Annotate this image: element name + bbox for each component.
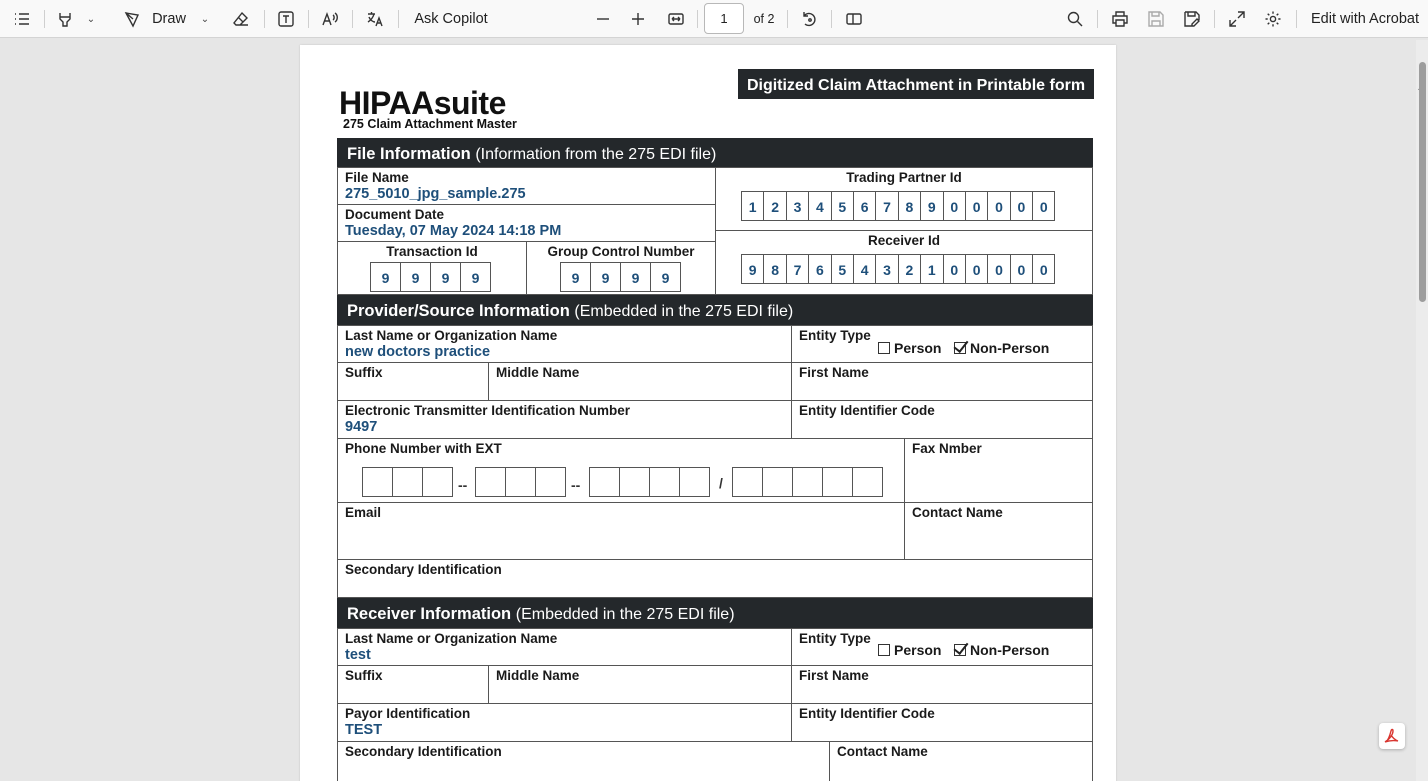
receiver-information-header	[337, 598, 1093, 628]
provider-email-field	[337, 502, 905, 560]
field-label: Entity Type	[799, 328, 871, 343]
receiver-entity-identifier-field	[791, 703, 1093, 742]
document-title: Digitized Claim Attachment in Printable form	[738, 69, 1094, 99]
highlight-icon[interactable]	[54, 0, 76, 38]
receiver-suffix-field	[337, 665, 489, 704]
provider-etin-field	[337, 400, 792, 439]
digit-box: 3	[875, 254, 898, 284]
receiver-person-checkbox[interactable]	[878, 642, 941, 658]
field-label: Middle Name	[496, 668, 580, 683]
receiver-id-field	[715, 230, 1093, 295]
field-label: Contact Name	[837, 744, 928, 759]
fit-to-width-icon[interactable]	[665, 0, 687, 38]
field-label: Suffix	[345, 365, 383, 380]
transaction-id-field	[337, 241, 527, 295]
draw-button[interactable]: Draw	[152, 11, 186, 27]
digit-box: 6	[808, 254, 831, 284]
provider-last-name-field	[337, 325, 792, 363]
save-icon[interactable]	[1145, 0, 1167, 38]
save-as-icon[interactable]	[1181, 0, 1203, 38]
receiver-last-name-field	[337, 628, 792, 666]
translate-icon[interactable]	[364, 0, 386, 38]
provider-entity-type-field	[791, 325, 1093, 363]
provider-fax-field	[904, 438, 1093, 503]
zoom-out-icon[interactable]	[593, 0, 613, 38]
section-subtitle: (Embedded in the 275 EDI file)	[574, 303, 794, 320]
provider-non-person-checkbox[interactable]	[954, 340, 1049, 356]
edit-with-acrobat-button[interactable]: Edit with Acrobat	[1311, 11, 1419, 27]
receiver-payor-id-field	[337, 703, 792, 742]
digit-box: 5	[831, 254, 854, 284]
digit-box: 9	[560, 262, 591, 292]
receiver-id-digits	[741, 254, 1055, 284]
checkbox-box-checked[interactable]	[954, 644, 966, 656]
print-icon[interactable]	[1109, 0, 1131, 38]
draw-dropdown-chevron-icon[interactable]: ⌄	[200, 13, 210, 25]
receiver-first-name-field	[791, 665, 1093, 704]
phone-digit-box	[679, 467, 710, 497]
read-aloud-icon[interactable]	[319, 0, 341, 38]
provider-entity-identifier-field	[791, 400, 1093, 439]
section-title: Provider/Source Information	[347, 302, 570, 320]
provider-first-name-field	[791, 362, 1093, 401]
provider-suffix-field	[337, 362, 489, 401]
page-view-icon[interactable]	[843, 0, 865, 38]
field-label: Entity Identifier Code	[799, 403, 935, 418]
digit-box: 0	[943, 191, 966, 221]
receiver-middle-name-field	[488, 665, 792, 704]
checkbox-label: Person	[894, 340, 942, 356]
page-total: of 2	[753, 12, 775, 26]
zoom-in-icon[interactable]	[628, 0, 648, 38]
field-label: Secondary Identification	[345, 562, 502, 577]
field-label: Entity Identifier Code	[799, 706, 935, 721]
hipaasuite-logo: HIPAAsuite	[339, 85, 506, 121]
checkbox-box-checked[interactable]	[954, 342, 966, 354]
acrobat-icon	[1383, 727, 1401, 745]
file-information-header	[337, 138, 1093, 168]
digit-box: 9	[400, 262, 431, 292]
section-title: Receiver Information	[347, 605, 512, 623]
pdf-page	[300, 45, 1116, 781]
digit-box: 7	[786, 254, 809, 284]
contents-list-icon[interactable]	[10, 0, 34, 38]
search-icon[interactable]	[1064, 0, 1086, 38]
provider-person-checkbox[interactable]	[878, 340, 941, 356]
section-title: File Information	[347, 145, 471, 163]
pdf-toolbar	[0, 0, 1428, 38]
receiver-contact-name-field	[829, 741, 1093, 781]
scrollbar-thumb[interactable]	[1419, 62, 1426, 302]
digit-box: 0	[965, 191, 988, 221]
digit-box: 8	[898, 191, 921, 221]
field-label: First Name	[799, 365, 869, 380]
group-control-number-field	[526, 241, 716, 295]
phone-digit-box	[392, 467, 423, 497]
acrobat-float-button[interactable]	[1379, 723, 1405, 749]
field-label: Document Date	[345, 207, 445, 222]
phone-digit-box	[792, 467, 823, 497]
receiver-non-person-checkbox[interactable]	[954, 642, 1049, 658]
field-value: TEST	[345, 722, 383, 738]
field-label: Group Control Number	[547, 244, 695, 259]
digit-box: 9	[590, 262, 621, 292]
page-number-input[interactable]: 1	[704, 3, 744, 34]
field-label: Entity Type	[799, 631, 871, 646]
field-label: Contact Name	[912, 505, 1003, 520]
field-label: Middle Name	[496, 365, 580, 380]
digit-box: 1	[741, 191, 764, 221]
digit-box: 9	[650, 262, 681, 292]
phone-digit-box	[535, 467, 566, 497]
phone-digit-box	[422, 467, 453, 497]
group-control-digits	[560, 262, 681, 292]
provider-middle-name-field	[488, 362, 792, 401]
checkbox-label: Person	[894, 642, 942, 658]
transaction-id-digits	[370, 262, 491, 292]
provider-phone-field	[337, 438, 905, 503]
checkbox-label: Non-Person	[970, 340, 1050, 356]
digit-box: 3	[786, 191, 809, 221]
phone-digit-box	[762, 467, 793, 497]
provider-secondary-id-field	[337, 559, 1093, 598]
field-label: Payor Identification	[345, 706, 471, 721]
eraser-icon[interactable]	[230, 0, 252, 38]
digit-box: 1	[920, 254, 943, 284]
phone-digit-box	[475, 467, 506, 497]
settings-gear-icon[interactable]	[1262, 0, 1284, 38]
digit-box: 9	[370, 262, 401, 292]
field-label: Email	[345, 505, 382, 520]
field-value: new doctors practice	[345, 344, 491, 360]
file-name-field	[337, 167, 716, 205]
digit-box: 0	[1010, 254, 1033, 284]
document-date-field	[337, 204, 716, 242]
phone-digit-box	[362, 467, 393, 497]
highlight-dropdown-chevron-icon[interactable]: ⌄	[86, 13, 96, 25]
receiver-secondary-id-field	[337, 741, 830, 781]
phone-ext-boxes	[732, 467, 883, 497]
phone-digit-box	[732, 467, 763, 497]
field-label: Transaction Id	[386, 244, 478, 259]
digit-box: 9	[620, 262, 651, 292]
checkbox-box[interactable]	[878, 342, 890, 354]
digit-box: 2	[898, 254, 921, 284]
section-subtitle: (Information from the 275 EDI file)	[475, 146, 717, 163]
phone-digit-box	[619, 467, 650, 497]
phone-separator: /	[719, 475, 723, 491]
digit-box: 0	[1032, 191, 1055, 221]
digit-box: 8	[763, 254, 786, 284]
phone-digit-box	[852, 467, 883, 497]
digit-box: 2	[763, 191, 786, 221]
field-label: Last Name or Organization Name	[345, 631, 558, 646]
digit-box: 0	[1010, 191, 1033, 221]
logo-subtitle: 275 Claim Attachment Master	[343, 117, 517, 131]
field-label: Electronic Transmitter Identification Number	[345, 403, 631, 418]
field-label: File Name	[345, 170, 409, 185]
field-value: 9497	[345, 419, 378, 435]
phone-separator: --	[571, 477, 581, 493]
field-value: 275_5010_jpg_sample.275	[345, 186, 526, 202]
trading-partner-digits	[741, 191, 1055, 221]
phone-prefix-boxes	[475, 467, 566, 497]
phone-digit-box	[649, 467, 680, 497]
digit-box: 9	[741, 254, 764, 284]
field-label: Phone Number with EXT	[345, 441, 502, 456]
digit-box: 9	[460, 262, 491, 292]
phone-digit-box	[822, 467, 853, 497]
digit-box: 9	[920, 191, 943, 221]
provider-information-header	[337, 295, 1093, 325]
phone-digit-box	[505, 467, 536, 497]
digit-box: 0	[987, 191, 1010, 221]
section-subtitle: (Embedded in the 275 EDI file)	[515, 606, 735, 623]
phone-area-boxes	[362, 467, 453, 497]
digit-box: 0	[943, 254, 966, 284]
phone-line-boxes	[589, 467, 710, 497]
checkbox-label: Non-Person	[970, 642, 1050, 658]
checkbox-box[interactable]	[878, 644, 890, 656]
digit-box: 9	[430, 262, 461, 292]
field-value: Tuesday, 07 May 2024 14:18 PM	[345, 223, 562, 239]
digit-box: 7	[875, 191, 898, 221]
ask-copilot-button[interactable]: Ask Copilot	[414, 11, 488, 27]
digit-box: 4	[808, 191, 831, 221]
field-value: test	[345, 647, 371, 663]
provider-contact-name-field	[904, 502, 1093, 560]
field-label: Receiver Id	[867, 233, 941, 248]
trading-partner-id-field	[715, 167, 1093, 231]
field-label: Fax Nmber	[912, 441, 982, 456]
digit-box: 6	[853, 191, 876, 221]
expand-icon[interactable]	[1226, 0, 1248, 38]
field-label: Secondary Identification	[345, 744, 502, 759]
phone-separator: --	[458, 477, 468, 493]
digit-box: 0	[987, 254, 1010, 284]
digit-box: 0	[965, 254, 988, 284]
rotate-icon[interactable]	[798, 0, 820, 38]
field-label: First Name	[799, 668, 869, 683]
digit-box: 4	[853, 254, 876, 284]
add-text-icon[interactable]	[275, 0, 297, 38]
receiver-entity-type-field	[791, 628, 1093, 666]
field-label: Suffix	[345, 668, 383, 683]
digit-box: 0	[1032, 254, 1055, 284]
draw-pen-icon[interactable]	[122, 0, 142, 38]
phone-digit-box	[589, 467, 620, 497]
digit-box: 5	[831, 191, 854, 221]
field-label: Trading Partner Id	[846, 170, 962, 185]
field-label: Last Name or Organization Name	[345, 328, 558, 343]
